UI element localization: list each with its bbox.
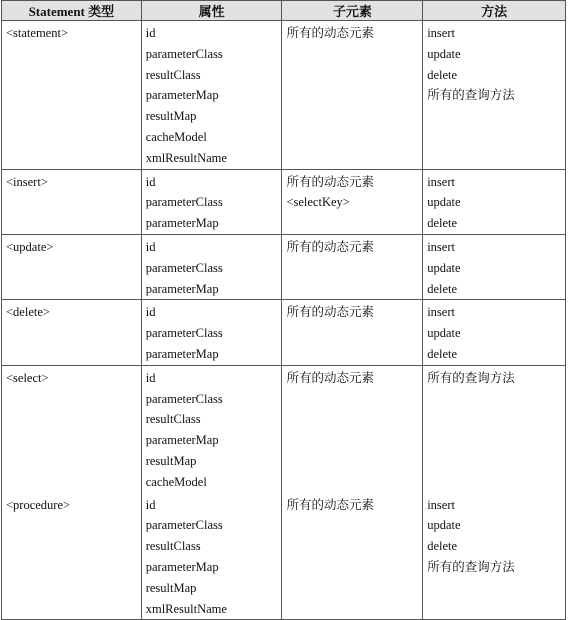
cell-line: 所有的动态元素 xyxy=(286,370,374,385)
cell-attributes xyxy=(141,300,282,365)
cell-line: parameterMap xyxy=(145,346,219,361)
cell-attributes xyxy=(141,169,282,234)
cell-line: <delete> xyxy=(6,305,50,320)
cell-line: insert xyxy=(427,239,455,254)
cell-line: delete xyxy=(427,346,458,361)
cell-line: resultMap xyxy=(145,580,197,595)
cell-line: update xyxy=(427,195,461,210)
cell-line: cacheModel xyxy=(145,129,207,144)
cell-methods xyxy=(423,493,566,620)
cell-line: delete xyxy=(427,67,458,82)
cell-attributes xyxy=(141,234,282,299)
cell-line: <update> xyxy=(6,239,54,254)
header-child-elements: 子元素 xyxy=(282,1,423,21)
cell-line: 所有的动态元素 xyxy=(286,174,374,189)
cell-line: parameterMap xyxy=(145,216,219,231)
cell-line: 所有的动态元素 xyxy=(286,497,374,512)
cell-line: parameterClass xyxy=(145,518,223,533)
table-row xyxy=(2,300,566,365)
cell-line: id xyxy=(145,305,156,320)
header-attributes: 属性 xyxy=(141,1,282,21)
cell-line: update xyxy=(427,326,461,341)
cell-line: <insert> xyxy=(6,174,48,189)
header-statement-type: Statement 类型 xyxy=(2,1,142,21)
cell-line: insert xyxy=(427,174,455,189)
cell-line: xmlResultName xyxy=(145,601,227,616)
cell-line: <select> xyxy=(6,370,49,385)
cell-line: parameterClass xyxy=(145,391,223,406)
cell-line: resultMap xyxy=(145,453,197,468)
cell-line: id xyxy=(145,370,156,385)
table-row xyxy=(2,21,566,170)
cell-methods xyxy=(423,169,566,234)
cell-line: parameterMap xyxy=(145,281,219,296)
cell-attributes xyxy=(141,365,282,492)
cell-line: <statement> xyxy=(6,26,68,40)
cell-line: 所有的查询方法 xyxy=(427,370,515,385)
cell-line: id xyxy=(145,497,156,512)
cell-line: cacheModel xyxy=(145,474,207,489)
statement-types-table xyxy=(1,0,566,620)
cell-line: resultClass xyxy=(145,412,201,427)
cell-methods xyxy=(423,365,566,492)
cell-line: resultClass xyxy=(145,67,201,82)
cell-line: parameterClass xyxy=(145,326,223,341)
cell-line: 所有的动态元素 xyxy=(286,305,374,320)
cell-line: 所有的查询方法 xyxy=(427,88,515,103)
table-row xyxy=(2,365,566,492)
cell-child-elements xyxy=(282,365,423,492)
cell-methods xyxy=(423,21,566,170)
header-methods: 方法 xyxy=(423,1,566,21)
table-header xyxy=(2,1,566,21)
cell-line: id xyxy=(145,239,156,254)
cell-line: delete xyxy=(427,281,458,296)
cell-child-elements xyxy=(282,169,423,234)
table-row xyxy=(2,493,566,620)
cell-line: 所有的动态元素 xyxy=(286,239,374,254)
cell-statement-type xyxy=(2,234,142,299)
cell-attributes xyxy=(141,21,282,170)
cell-line: delete xyxy=(427,539,458,554)
cell-methods xyxy=(423,300,566,365)
cell-line: 所有的查询方法 xyxy=(427,559,515,574)
cell-statement-type xyxy=(2,169,142,234)
cell-line: insert xyxy=(427,497,455,512)
cell-line: parameterClass xyxy=(145,46,223,61)
table-row xyxy=(2,169,566,234)
cell-attributes xyxy=(141,493,282,620)
cell-statement-type xyxy=(2,300,142,365)
table-row xyxy=(2,234,566,299)
cell-line: insert xyxy=(427,26,455,40)
cell-line: update xyxy=(427,260,461,275)
cell-line: parameterClass xyxy=(145,195,223,210)
table-body xyxy=(2,21,566,620)
cell-child-elements xyxy=(282,300,423,365)
cell-statement-type xyxy=(2,365,142,492)
cell-line: <procedure> xyxy=(6,497,71,512)
cell-line: id xyxy=(145,174,156,189)
cell-line: id xyxy=(145,26,156,40)
cell-line: parameterMap xyxy=(145,433,219,448)
cell-line: 所有的动态元素 xyxy=(286,26,374,40)
cell-line: delete xyxy=(427,216,458,231)
cell-child-elements xyxy=(282,21,423,170)
cell-line: insert xyxy=(427,305,455,320)
header-row xyxy=(2,1,566,21)
cell-child-elements xyxy=(282,493,423,620)
cell-line: resultClass xyxy=(145,539,201,554)
cell-statement-type xyxy=(2,493,142,620)
cell-line: parameterMap xyxy=(145,88,219,103)
cell-line: parameterMap xyxy=(145,559,219,574)
cell-child-elements xyxy=(282,234,423,299)
cell-line: resultMap xyxy=(145,109,197,124)
cell-line: update xyxy=(427,46,461,61)
cell-methods xyxy=(423,234,566,299)
cell-statement-type xyxy=(2,21,142,170)
cell-line: <selectKey> xyxy=(286,195,350,210)
cell-line: xmlResultName xyxy=(145,150,227,165)
cell-line: update xyxy=(427,518,461,533)
cell-line: parameterClass xyxy=(145,260,223,275)
